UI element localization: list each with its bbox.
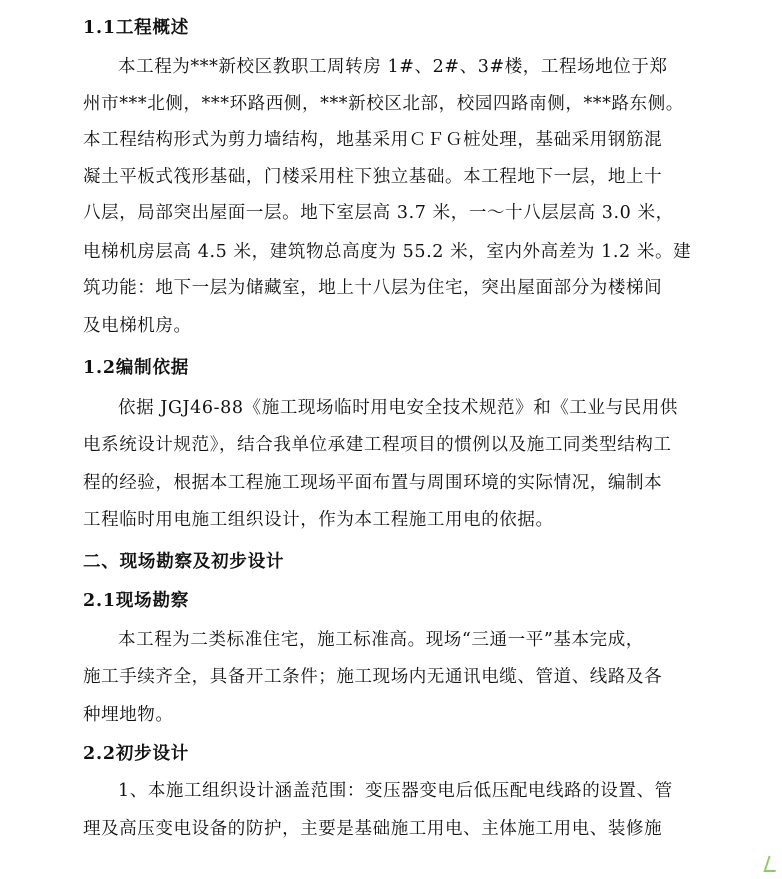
paragraph-line: 种埋地物。 xyxy=(83,705,174,725)
paragraph-line: 施工手续齐全，具备开工条件；施工现场内无通讯电缆、管道、线路及各 xyxy=(83,667,663,687)
paragraph-line: 工程临时用电施工组织设计，作为本工程施工用电的依据。 xyxy=(83,510,554,530)
paragraph-line: 电梯机房层高 4.5 米，建筑物总高度为 55.2 米，室内外高差为 1.2 米。建 xyxy=(83,242,692,262)
paragraph-line: 筑功能：地下一层为储藏室，地上十八层为住宅，突出屋面部分为楼梯间 xyxy=(83,278,663,298)
section-heading-1-2: 1.2编制依据 xyxy=(83,358,190,378)
paragraph-line: 电系统设计规范》，结合我单位承建工程项目的惯例以及施工同类型结构工 xyxy=(83,435,672,455)
section-heading-1-1: 1.1工程概述 xyxy=(83,18,190,38)
paragraph-line: 及电梯机房。 xyxy=(83,316,192,336)
paragraph-line: 本工程为二类标准住宅，施工标准高。现场“三通一平”基本完成， xyxy=(118,630,644,650)
section-heading-2-2: 2.2初步设计 xyxy=(83,744,190,764)
paragraph-line: 程的经验，根据本工程施工现场平面布置与周围环境的实际情况，编制本 xyxy=(83,473,663,493)
paragraph-line: 凝土平板式筏形基础，门楼采用柱下独立基础。本工程地下一层，地上十 xyxy=(83,167,663,187)
section-heading-2-1: 2.1现场勘察 xyxy=(83,591,190,611)
paragraph-line: 本工程结构形式为剪力墙结构，地基采用ＣＦＧ桩处理，基础采用钢筋混 xyxy=(83,130,663,150)
paragraph-line: 八层，局部突出屋面一层。地下室层高 3.7 米，一～十八层层高 3.0 米， xyxy=(83,203,674,223)
paragraph-line: 1、本施工组织设计涵盖范围：变压器变电后低压配电线路的设置、管 xyxy=(118,781,673,801)
paragraph-line: 理及高压变电设备的防护，主要是基础施工用电、主体施工用电、装修施 xyxy=(83,819,663,839)
section-heading-2: 二、现场勘察及初步设计 xyxy=(83,552,285,572)
paragraph-line: 依据 JGJ46-88《施工现场临时用电安全技术规范》和《工业与民用供 xyxy=(118,398,679,418)
paragraph-line: 本工程为***新校区教职工周转房 1#、2#、3#楼，工程场地位于郑 xyxy=(118,57,668,77)
page-corner-mark-icon xyxy=(763,856,780,872)
paragraph-line: 州市***北侧，***环路西侧，***新校区北部，校园四路南侧，***路东侧。 xyxy=(83,94,684,114)
